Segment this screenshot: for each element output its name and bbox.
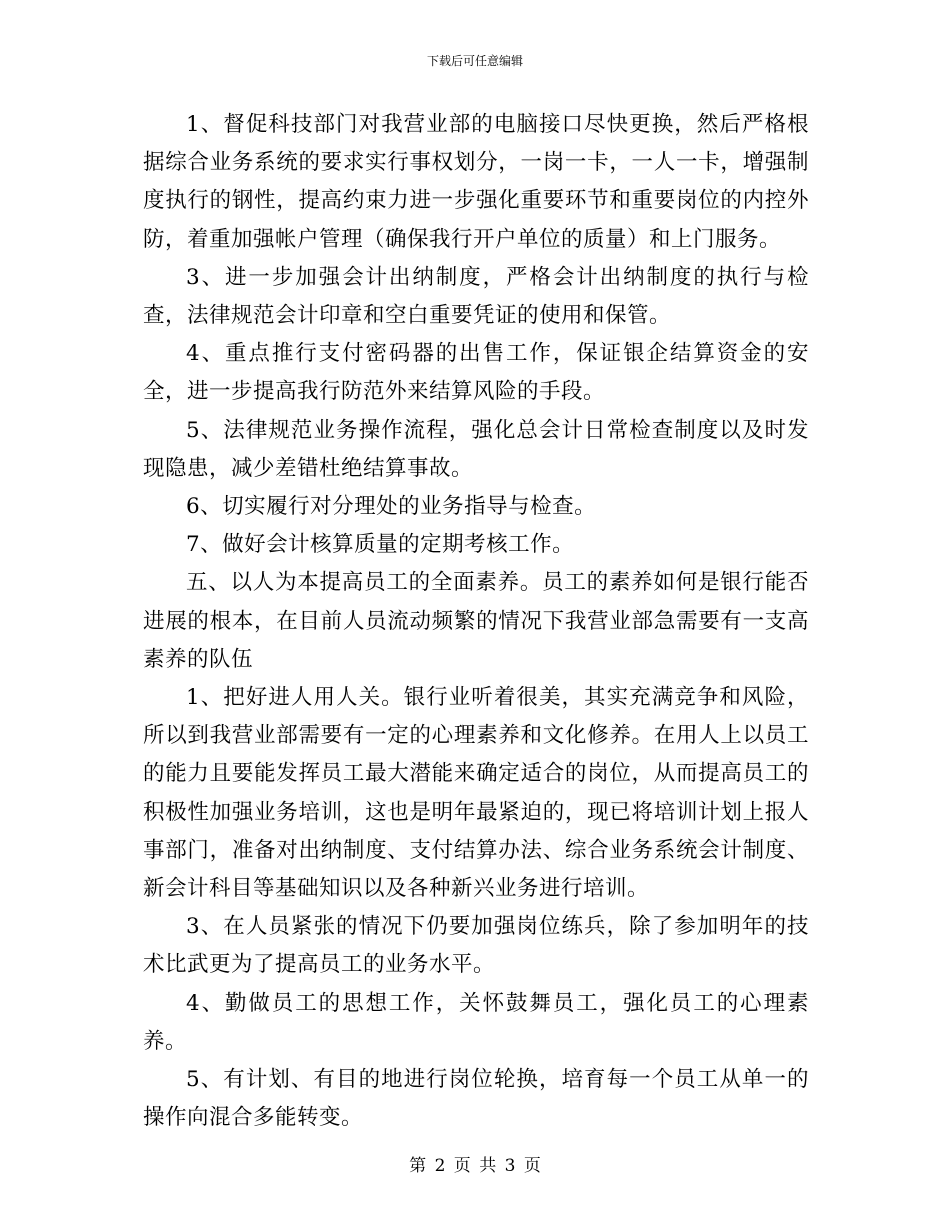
document-body <box>143 106 809 1137</box>
paragraph: 7、做好会计核算质量的定期考核工作。 <box>186 532 575 558</box>
paragraph: 3、在人员紧张的情况下仍要加强岗位练兵，除了参加明年的技术比武更为了提高员工的业务水平。 <box>143 914 809 978</box>
paragraph: 6、切实履行对分理处的业务指导与检查。 <box>186 494 597 520</box>
paragraph: 1、把好进人用人关。银行业听着很美，其实充满竞争和风险，所以到我营业部需要有一定的心理素养和文化修养。在用人上以员工的能力且要能发挥员工最大潜能来确定适合的岗位，从而提高员工的积极性加强业务培训，这也是明年最紧迫的，现已将培训计划上报人事部门，准备对出纳制度、支付结算办法、综合业务系统会计制度、新会计科目等基础知识以及各种新兴业务进行培训。 <box>143 685 809 902</box>
page-header: 下载后可任意编辑 <box>426 54 523 68</box>
paragraph: 5、有计划、有目的地进行岗位轮换，培育每一个员工从单一的操作向混合多能转变。 <box>143 1067 809 1131</box>
paragraph: 4、勤做员工的思想工作，关怀鼓舞员工，强化员工的心理素养。 <box>143 990 809 1054</box>
paragraph: 4、重点推行支付密码器的出售工作，保证银企结算资金的安全，进一步提高我行防范外来结算风险的手段。 <box>143 341 809 405</box>
section-heading-paragraph: 五、以人为本提高员工的全面素养。员工的素养如何是银行能否进展的根本，在目前人员流动频繁的情况下我营业部急需要有一支高素养的队伍 <box>143 570 809 672</box>
paragraph: 1、督促科技部门对我营业部的电脑接口尽快更换，然后严格根据综合业务系统的要求实行事权划分，一岗一卡，一人一卡，增强制度执行的钢性，提高约束力进一步强化重要环节和重要岗位的内控外防，着重加强帐户管理（确保我行开户单位的质量）和上门服务。 <box>143 112 809 252</box>
page-number-footer: 第 2 页 共 3 页 <box>409 1156 541 1176</box>
paragraph: 5、法律规范业务操作流程，强化总会计日常检查制度以及时发现隐患，减少差错杜绝结算事故。 <box>143 417 809 481</box>
paragraph: 3、进一步加强会计出纳制度，严格会计出纳制度的执行与检查，法律规范会计印章和空白重要凭证的使用和保管。 <box>143 264 809 329</box>
